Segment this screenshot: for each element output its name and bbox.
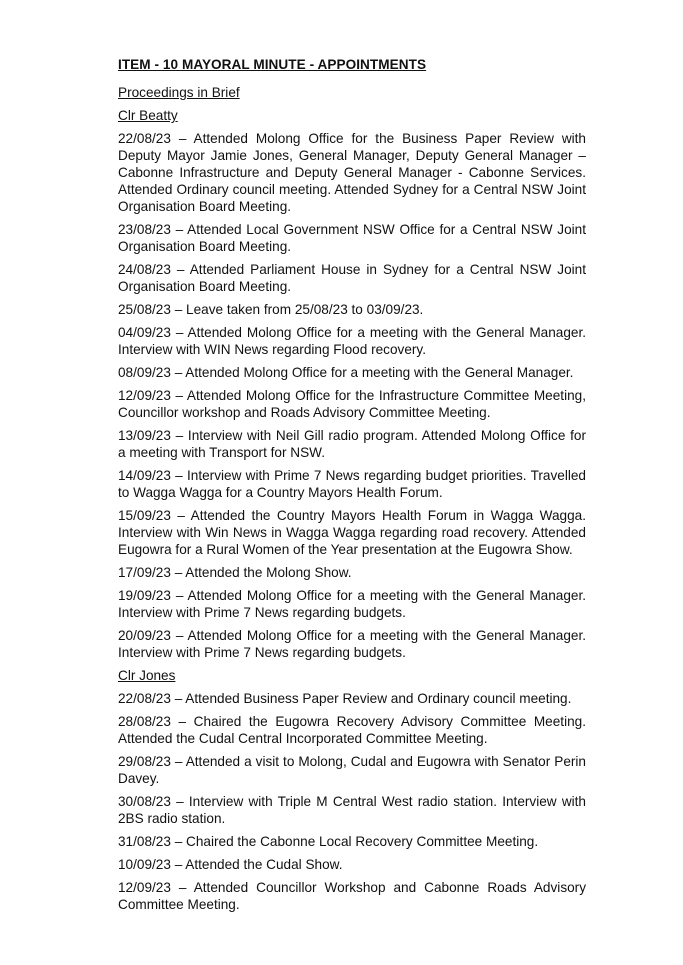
appointment-entry: 04/09/23 – Attended Molong Office for a meeting with the General Manager. Interview with WIN News regarding Flood recovery. bbox=[118, 325, 586, 357]
appointment-entry: 20/09/23 – Attended Molong Office for a meeting with the General Manager. Interview with Prime 7 News regarding budgets. bbox=[118, 628, 586, 660]
appointment-entry: 08/09/23 – Attended Molong Office for a meeting with the General Manager. bbox=[118, 365, 574, 380]
appointment-entry: 12/09/23 – Attended Councillor Workshop and Cabonne Roads Advisory Committee Meeting. bbox=[118, 880, 586, 912]
appointment-entry: 17/09/23 – Attended the Molong Show. bbox=[118, 565, 352, 580]
councillor-heading: Clr Jones bbox=[118, 668, 176, 683]
appointment-entry: 23/08/23 – Attended Local Government NSW Office for a Central NSW Joint Organisation Board Meeting. bbox=[118, 222, 586, 254]
appointment-entry: 29/08/23 – Attended a visit to Molong, Cudal and Eugowra with Senator Perin Davey. bbox=[118, 754, 586, 786]
appointment-entry: 19/09/23 – Attended Molong Office for a meeting with the General Manager. Interview with Prime 7 News regarding budgets. bbox=[118, 588, 586, 620]
appointment-entry: 14/09/23 – Interview with Prime 7 News regarding budget priorities. Travelled to Wagga Wagga for a Country Mayors Health Forum. bbox=[118, 468, 586, 500]
page-title: ITEM - 10 MAYORAL MINUTE - APPOINTMENTS bbox=[118, 57, 427, 72]
appointment-entry: 25/08/23 – Leave taken from 25/08/23 to 03/09/23. bbox=[118, 302, 424, 317]
appointment-entry: 10/09/23 – Attended the Cudal Show. bbox=[118, 857, 343, 872]
appointment-entry: 30/08/23 – Interview with Triple M Central West radio station. Interview with 2BS radio station. bbox=[118, 794, 586, 826]
appointment-entry: 28/08/23 – Chaired the Eugowra Recovery Advisory Committee Meeting. Attended the Cudal Central Incorporated Committee Meeting. bbox=[118, 714, 586, 746]
document-body bbox=[118, 56, 586, 919]
appointment-entry: 31/08/23 – Chaired the Cabonne Local Recovery Committee Meeting. bbox=[118, 834, 539, 849]
section-subtitle: Proceedings in Brief bbox=[118, 85, 240, 100]
appointment-entry: 22/08/23 – Attended Molong Office for the Business Paper Review with Deputy Mayor Jamie Jones, General Manager, Deputy General Manager – Cabonne Infrastructure and Deputy General Manager - Cabonne Services. Attended Ordinary council meeting. Attended Sydney for a Central NSW Joint Organisation Board Meeting. bbox=[118, 131, 586, 214]
councillor-section-jones bbox=[118, 667, 586, 913]
appointment-entry: 22/08/23 – Attended Business Paper Review and Ordinary council meeting. bbox=[118, 691, 572, 706]
appointment-entry: 24/08/23 – Attended Parliament House in Sydney for a Central NSW Joint Organisation Board Meeting. bbox=[118, 262, 586, 294]
appointment-entry: 12/09/23 – Attended Molong Office for the Infrastructure Committee Meeting, Councillor workshop and Roads Advisory Committee Meeting. bbox=[118, 388, 586, 420]
councillor-section-beatty bbox=[118, 107, 586, 661]
councillor-heading: Clr Beatty bbox=[118, 108, 178, 123]
appointment-entry: 13/09/23 – Interview with Neil Gill radio program. Attended Molong Office for a meeting with Transport for NSW. bbox=[118, 428, 586, 460]
appointment-entry: 15/09/23 – Attended the Country Mayors Health Forum in Wagga Wagga. Interview with Win News in Wagga Wagga regarding road recovery. Attended Eugowra for a Rural Women of the Year presentation at the Eugowra Show. bbox=[118, 508, 586, 557]
